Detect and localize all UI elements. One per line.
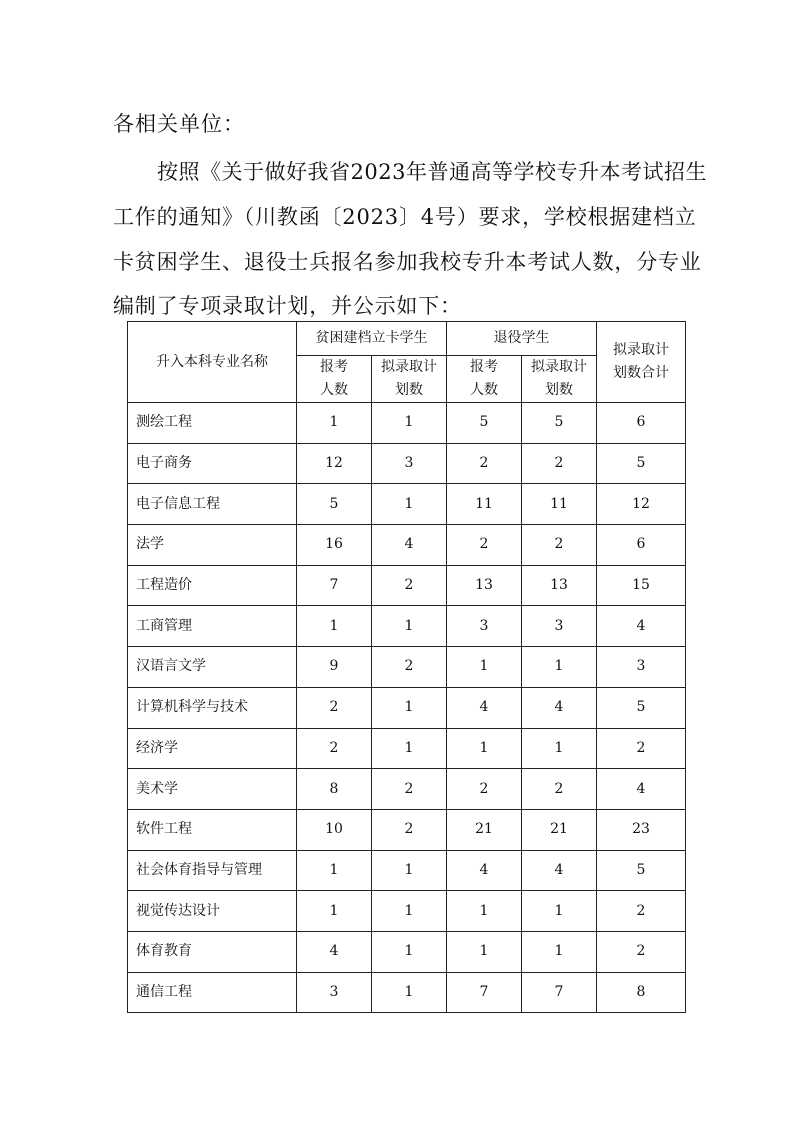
table-row <box>128 606 686 647</box>
poor-plan-cell: 1 <box>372 403 447 444</box>
veteran-apply-cell: 5 <box>447 403 522 444</box>
table-row <box>128 769 686 810</box>
veteran-apply-cell: 2 <box>447 525 522 566</box>
veteran-plan-cell: 3 <box>522 606 597 647</box>
veteran-plan-cell: 2 <box>522 443 597 484</box>
paragraph-line: 按照《关于做好我省2023年普通高等学校专升本考试招生 <box>157 160 707 184</box>
poor-plan-cell: 1 <box>372 484 447 525</box>
poor-apply-cell: 5 <box>297 484 372 525</box>
major-cell: 社会体育指导与管理 <box>128 850 297 891</box>
paragraph-line: 编制了专项录取计划，并公示如下： <box>113 294 462 318</box>
veteran-apply-cell: 4 <box>447 687 522 728</box>
poor-plan-cell: 3 <box>372 443 447 484</box>
poor-plan-cell: 2 <box>372 565 447 606</box>
total-cell: 4 <box>597 606 686 647</box>
table-row <box>128 891 686 932</box>
poor-plan-cell: 2 <box>372 647 447 688</box>
poor-apply-cell: 10 <box>297 809 372 850</box>
poor-plan-cell: 1 <box>372 606 447 647</box>
table-row <box>128 728 686 769</box>
table-row <box>128 403 686 444</box>
veteran-apply-cell: 1 <box>447 647 522 688</box>
veteran-plan-cell: 1 <box>522 647 597 688</box>
table-row <box>128 850 686 891</box>
total-cell: 3 <box>597 647 686 688</box>
poor-apply-cell: 1 <box>297 606 372 647</box>
total-cell: 6 <box>597 403 686 444</box>
veteran-plan-cell: 1 <box>522 891 597 932</box>
table-row <box>128 443 686 484</box>
poor-plan-cell: 1 <box>372 972 447 1013</box>
table-row <box>128 809 686 850</box>
table-row <box>128 565 686 606</box>
veteran-plan-cell: 4 <box>522 687 597 728</box>
total-cell: 6 <box>597 525 686 566</box>
veteran-plan-cell: 1 <box>522 931 597 972</box>
veteran-plan-cell: 4 <box>522 850 597 891</box>
header-total: 拟录取计划数合计 <box>597 322 686 403</box>
poor-apply-cell: 2 <box>297 728 372 769</box>
major-cell: 测绘工程 <box>128 403 297 444</box>
major-cell: 软件工程 <box>128 809 297 850</box>
table-row <box>128 687 686 728</box>
major-cell: 法学 <box>128 525 297 566</box>
total-cell: 4 <box>597 769 686 810</box>
veteran-apply-cell: 7 <box>447 972 522 1013</box>
veteran-apply-cell: 1 <box>447 728 522 769</box>
veteran-plan-cell: 11 <box>522 484 597 525</box>
veteran-apply-cell: 1 <box>447 891 522 932</box>
table-row <box>128 931 686 972</box>
total-cell: 15 <box>597 565 686 606</box>
major-cell: 汉语言文学 <box>128 647 297 688</box>
poor-apply-cell: 16 <box>297 525 372 566</box>
veteran-apply-cell: 3 <box>447 606 522 647</box>
paragraph-line: 卡贫困学生、退役士兵报名参加我校专升本考试人数，分专业 <box>113 250 702 274</box>
table-row <box>128 484 686 525</box>
major-cell: 计算机科学与技术 <box>128 687 297 728</box>
veteran-apply-cell: 1 <box>447 931 522 972</box>
total-cell: 2 <box>597 891 686 932</box>
veteran-plan-cell: 7 <box>522 972 597 1013</box>
major-cell: 电子商务 <box>128 443 297 484</box>
major-cell: 工程造价 <box>128 565 297 606</box>
poor-apply-cell: 1 <box>297 403 372 444</box>
veteran-apply-cell: 11 <box>447 484 522 525</box>
header-veteran-plan: 拟录取计划数 <box>522 356 597 403</box>
veteran-apply-cell: 13 <box>447 565 522 606</box>
major-cell: 电子信息工程 <box>128 484 297 525</box>
major-cell: 经济学 <box>128 728 297 769</box>
poor-plan-cell: 1 <box>372 728 447 769</box>
admission-plan-table <box>127 321 686 1013</box>
poor-apply-cell: 12 <box>297 443 372 484</box>
veteran-apply-cell: 21 <box>447 809 522 850</box>
major-cell: 体育教育 <box>128 931 297 972</box>
total-cell: 2 <box>597 728 686 769</box>
veteran-apply-cell: 2 <box>447 769 522 810</box>
paragraph-line: 工作的通知》（川教函〔2023〕4号）要求，学校根据建档立 <box>113 205 697 229</box>
poor-apply-cell: 3 <box>297 972 372 1013</box>
poor-plan-cell: 1 <box>372 850 447 891</box>
total-cell: 2 <box>597 931 686 972</box>
poor-plan-cell: 4 <box>372 525 447 566</box>
poor-apply-cell: 4 <box>297 931 372 972</box>
veteran-apply-cell: 4 <box>447 850 522 891</box>
total-cell: 12 <box>597 484 686 525</box>
veteran-plan-cell: 2 <box>522 769 597 810</box>
poor-apply-cell: 8 <box>297 769 372 810</box>
major-cell: 视觉传达设计 <box>128 891 297 932</box>
poor-apply-cell: 1 <box>297 850 372 891</box>
salutation: 各相关单位： <box>113 112 245 136</box>
poor-apply-cell: 9 <box>297 647 372 688</box>
veteran-plan-cell: 13 <box>522 565 597 606</box>
total-cell: 5 <box>597 850 686 891</box>
table-row <box>128 525 686 566</box>
table-row <box>128 647 686 688</box>
poor-plan-cell: 1 <box>372 687 447 728</box>
total-cell: 23 <box>597 809 686 850</box>
poor-plan-cell: 1 <box>372 891 447 932</box>
total-cell: 5 <box>597 687 686 728</box>
major-cell: 工商管理 <box>128 606 297 647</box>
major-cell: 通信工程 <box>128 972 297 1013</box>
poor-plan-cell: 2 <box>372 809 447 850</box>
header-poor-plan: 拟录取计划数 <box>372 356 447 403</box>
poor-plan-cell: 2 <box>372 769 447 810</box>
veteran-plan-cell: 2 <box>522 525 597 566</box>
header-veteran-apply: 报考人数 <box>447 356 522 403</box>
veteran-plan-cell: 1 <box>522 728 597 769</box>
header-poor-students: 贫困建档立卡学生 <box>297 322 447 356</box>
header-veteran-students: 退役学生 <box>447 322 597 356</box>
header-poor-apply: 报考人数 <box>297 356 372 403</box>
poor-apply-cell: 7 <box>297 565 372 606</box>
header-major: 升入本科专业名称 <box>128 322 297 403</box>
poor-apply-cell: 1 <box>297 891 372 932</box>
table-row <box>128 972 686 1013</box>
poor-plan-cell: 1 <box>372 931 447 972</box>
total-cell: 8 <box>597 972 686 1013</box>
major-cell: 美术学 <box>128 769 297 810</box>
poor-apply-cell: 2 <box>297 687 372 728</box>
veteran-plan-cell: 21 <box>522 809 597 850</box>
total-cell: 5 <box>597 443 686 484</box>
veteran-apply-cell: 2 <box>447 443 522 484</box>
veteran-plan-cell: 5 <box>522 403 597 444</box>
